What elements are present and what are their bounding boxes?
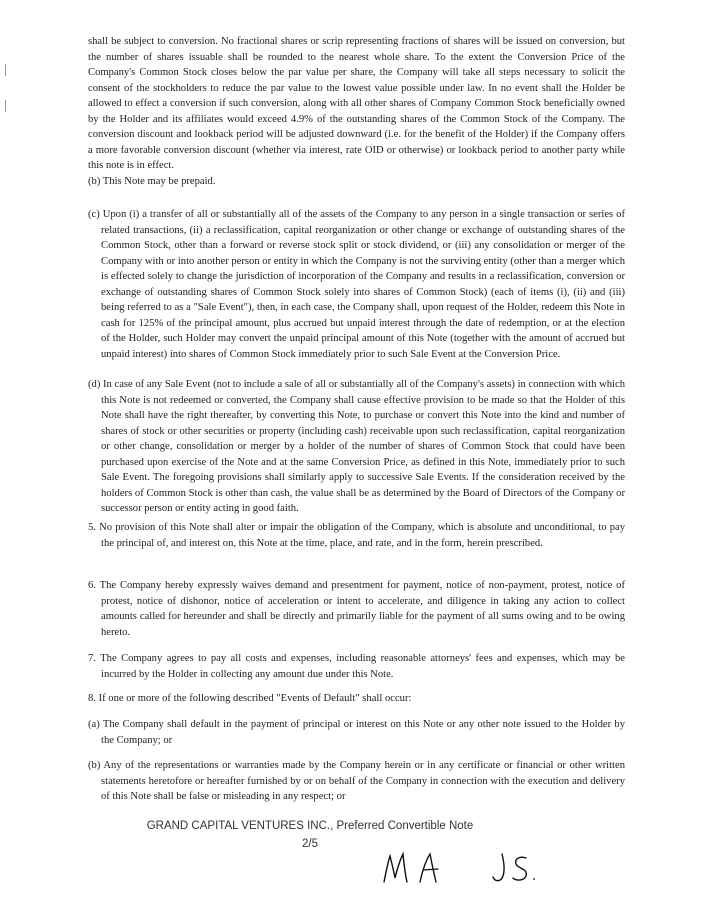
page-number: 2/5 [302,838,318,850]
footer-title: GRAND CAPITAL VENTURES INC., Preferred Convertible Note [146,820,474,832]
paragraph-5-obligation: 5. No provision of this Note shall alter or impair the obligation of the Company, which is absolute and unconditional, to pay the principal of, and interest on, this Note at the time, place, and rate, and in the form, herein prescribed. [88,522,625,549]
margin-mark [5,100,6,112]
paragraph-6-waiver: 6. The Company hereby expressly waives demand and presentment for payment, notice of non-payment, protest, notice of protest, notice of dishonor, notice of acceleration or intent to accelerate, and diligence in taking any action to collect amounts called for hereunder and shall be directly and primarily liable for the payment of all sums owing and to be owing hereto. [88,580,625,638]
paragraph-c-sale-event: (c) Upon (i) a transfer of all or substantially all of the assets of the Company to any person in a single transaction or series of related transactions, (ii) a reclassification, capital reorganization or other change or exchange of outstanding shares of the Common Stock, other than a forward or reverse stock split or stock dividend, or (iii) any consolidation or merger of the Company with or into another person or entity in which the Company is not the surviving entity (other than a merger which is effected solely to change the jurisdiction of incorporation of the Company and results in a reclassification, conversion or exchange of outstanding shares of Common Stock solely into shares of Common Stock) (each of items (i), (ii) and (iii) being referred to as a "Sale Event"), then, in each case, the Company shall, upon request of the Holder, redeem this Note in cash for 125% of the principal amount, plus accrued but unpaid interest through the date of redemption, or at the election of the Holder, such Holder may convert the unpaid principal amount of this Note (together with the amount of accrued but unpaid interest) into shares of Common Stock immediately prior to such Sale Event at the Conversion Price. [88,209,625,360]
paragraph-8b-representations: (b) Any of the representations or warranties made by the Company herein or in any certificate or financial or other written statements heretofore or hereafter furnished by or on behalf of the Company in connection with the execution and delivery of this Note shall be false or misleading in any respect; or [88,760,625,802]
paragraph-b-prepaid: (b) This Note may be prepaid. [88,176,216,187]
signature-initials-ma [380,848,460,888]
paragraph-8a-payment-default: (a) The Company shall default in the payment of principal or interest on this Note or any other note issued to the Holder by the Company; or [88,719,625,746]
paragraph-d-sale-event: (d) In case of any Sale Event (not to include a sale of all or substantially all of the Company's assets) in connection with which this Note is not redeemed or converted, the Company shall cause effective provision to be made so that the Holder of this Note shall have the right thereafter, by converting this Note, to purchase or convert this Note into the kind and number of shares of stock or other securities or property (including cash) receivable upon such reclassification, capital reorganization or other change, consolidation or merger by a holder of the number of shares of Common Stock that could have been purchased upon exercise of the Note and at the same Conversion Price, as defined in this Note, immediately prior to such Sale Event. The foregoing provisions shall similarly apply to successive Sale Events. If the consideration received by the holders of Common Stock is other than cash, the value shall be as determined by the Board of Directors of the Company or successor person or entity acting in good faith. [88,379,625,514]
signature-initials-js [488,848,548,888]
margin-mark [5,64,6,76]
continuation-paragraph: shall be subject to conversion. No fractional shares or scrip representing fractions of shares will be issued on conversion, but the number of shares issuable shall be rounded to the nearest whole share. To the extent the Conversion Price of the Company's Common Stock closes below the par value per share, the Company will take all steps necessary to solicit the consent of the stockholders to reduce the par value to the lowest value possible under law. In no event shall the Holder be allowed to effect a conversion if such conversion, along with all other shares of Company Common Stock beneficially owned by the Holder and its affiliates would exceed 4.9% of the outstanding shares of the Common Stock of the Company. The conversion discount and lookback period will be adjusted downward (i.e. for the benefit of the Holder) if the Company offers a more favorable conversion discount (whether via interest, rate OID or otherwise) or lookback period to another party while this note is in effect. [88,36,625,171]
paragraph-8-events-of-default: 8. If one or more of the following described "Events of Default" shall occur: [88,693,412,704]
paragraph-7-costs: 7. The Company agrees to pay all costs and expenses, including reasonable attorneys' fees and expenses, which may be incurred by the Holder in collecting any amount due under this Note. [88,653,625,680]
